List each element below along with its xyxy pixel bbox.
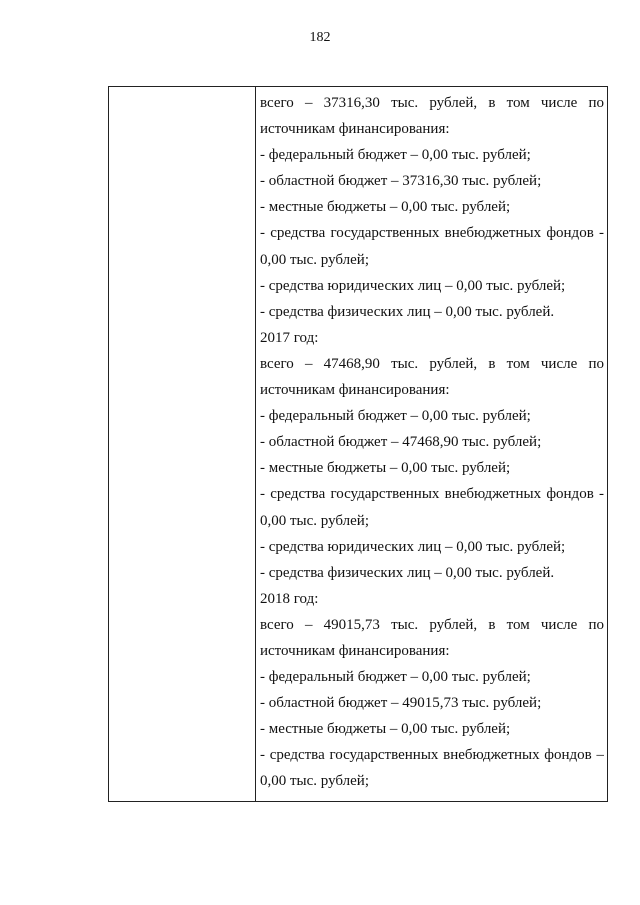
funding-text-line: - средства государственных внебюджетных фондов – [260, 747, 604, 764]
funding-text-line: - средства физических лиц – 0,00 тыс. рублей. [260, 564, 555, 581]
funding-text-line: 0,00 тыс. рублей; [260, 251, 369, 268]
funding-text-line: 0,00 тыс. рублей; [260, 512, 369, 529]
funding-text-line: источникам финансирования: [260, 382, 450, 399]
funding-text-line: - федеральный бюджет – 0,00 тыс. рублей; [260, 669, 531, 686]
funding-table [108, 86, 608, 802]
funding-text-line: 2017 год: [260, 329, 319, 346]
table-right-cell [256, 87, 607, 801]
funding-text-line: всего – 37316,30 тыс. рублей, в том числе по [260, 95, 604, 111]
funding-text-line: источникам финансирования: [260, 642, 450, 659]
funding-text-line: 0,00 тыс. рублей; [260, 773, 369, 790]
funding-text-line: - федеральный бюджет – 0,00 тыс. рублей; [260, 147, 531, 164]
funding-text-line: - средства юридических лиц – 0,00 тыс. рублей; [260, 538, 566, 555]
table-left-cell [109, 87, 256, 801]
funding-text-line: - местные бюджеты – 0,00 тыс. рублей; [260, 721, 511, 738]
funding-text-line: всего – 49015,73 тыс. рублей, в том числе по [260, 616, 604, 633]
funding-text-line: - средства государственных внебюджетных фондов - [260, 225, 604, 242]
funding-text-line: - местные бюджеты – 0,00 тыс. рублей; [260, 199, 511, 216]
funding-text-line: - областной бюджет – 49015,73 тыс. рублей; [260, 695, 542, 712]
funding-text-line: 2018 год: [260, 590, 319, 607]
funding-text-line: - областной бюджет – 37316,30 тыс. рублей; [260, 173, 542, 190]
funding-text-line: - федеральный бюджет – 0,00 тыс. рублей; [260, 408, 531, 425]
funding-text-line: - средства физических лиц – 0,00 тыс. рублей. [260, 303, 555, 320]
funding-text-line: источникам финансирования: [260, 121, 450, 138]
page-number: 182 [309, 30, 331, 45]
funding-text-line: - областной бюджет – 47468,90 тыс. рублей; [260, 434, 542, 451]
funding-text-line: - средства юридических лиц – 0,00 тыс. рублей; [260, 277, 566, 294]
funding-text-line: - средства государственных внебюджетных фондов - [260, 486, 604, 503]
funding-text-line: всего – 47468,90 тыс. рублей, в том числе по [260, 355, 604, 372]
funding-text-line: - местные бюджеты – 0,00 тыс. рублей; [260, 460, 511, 477]
